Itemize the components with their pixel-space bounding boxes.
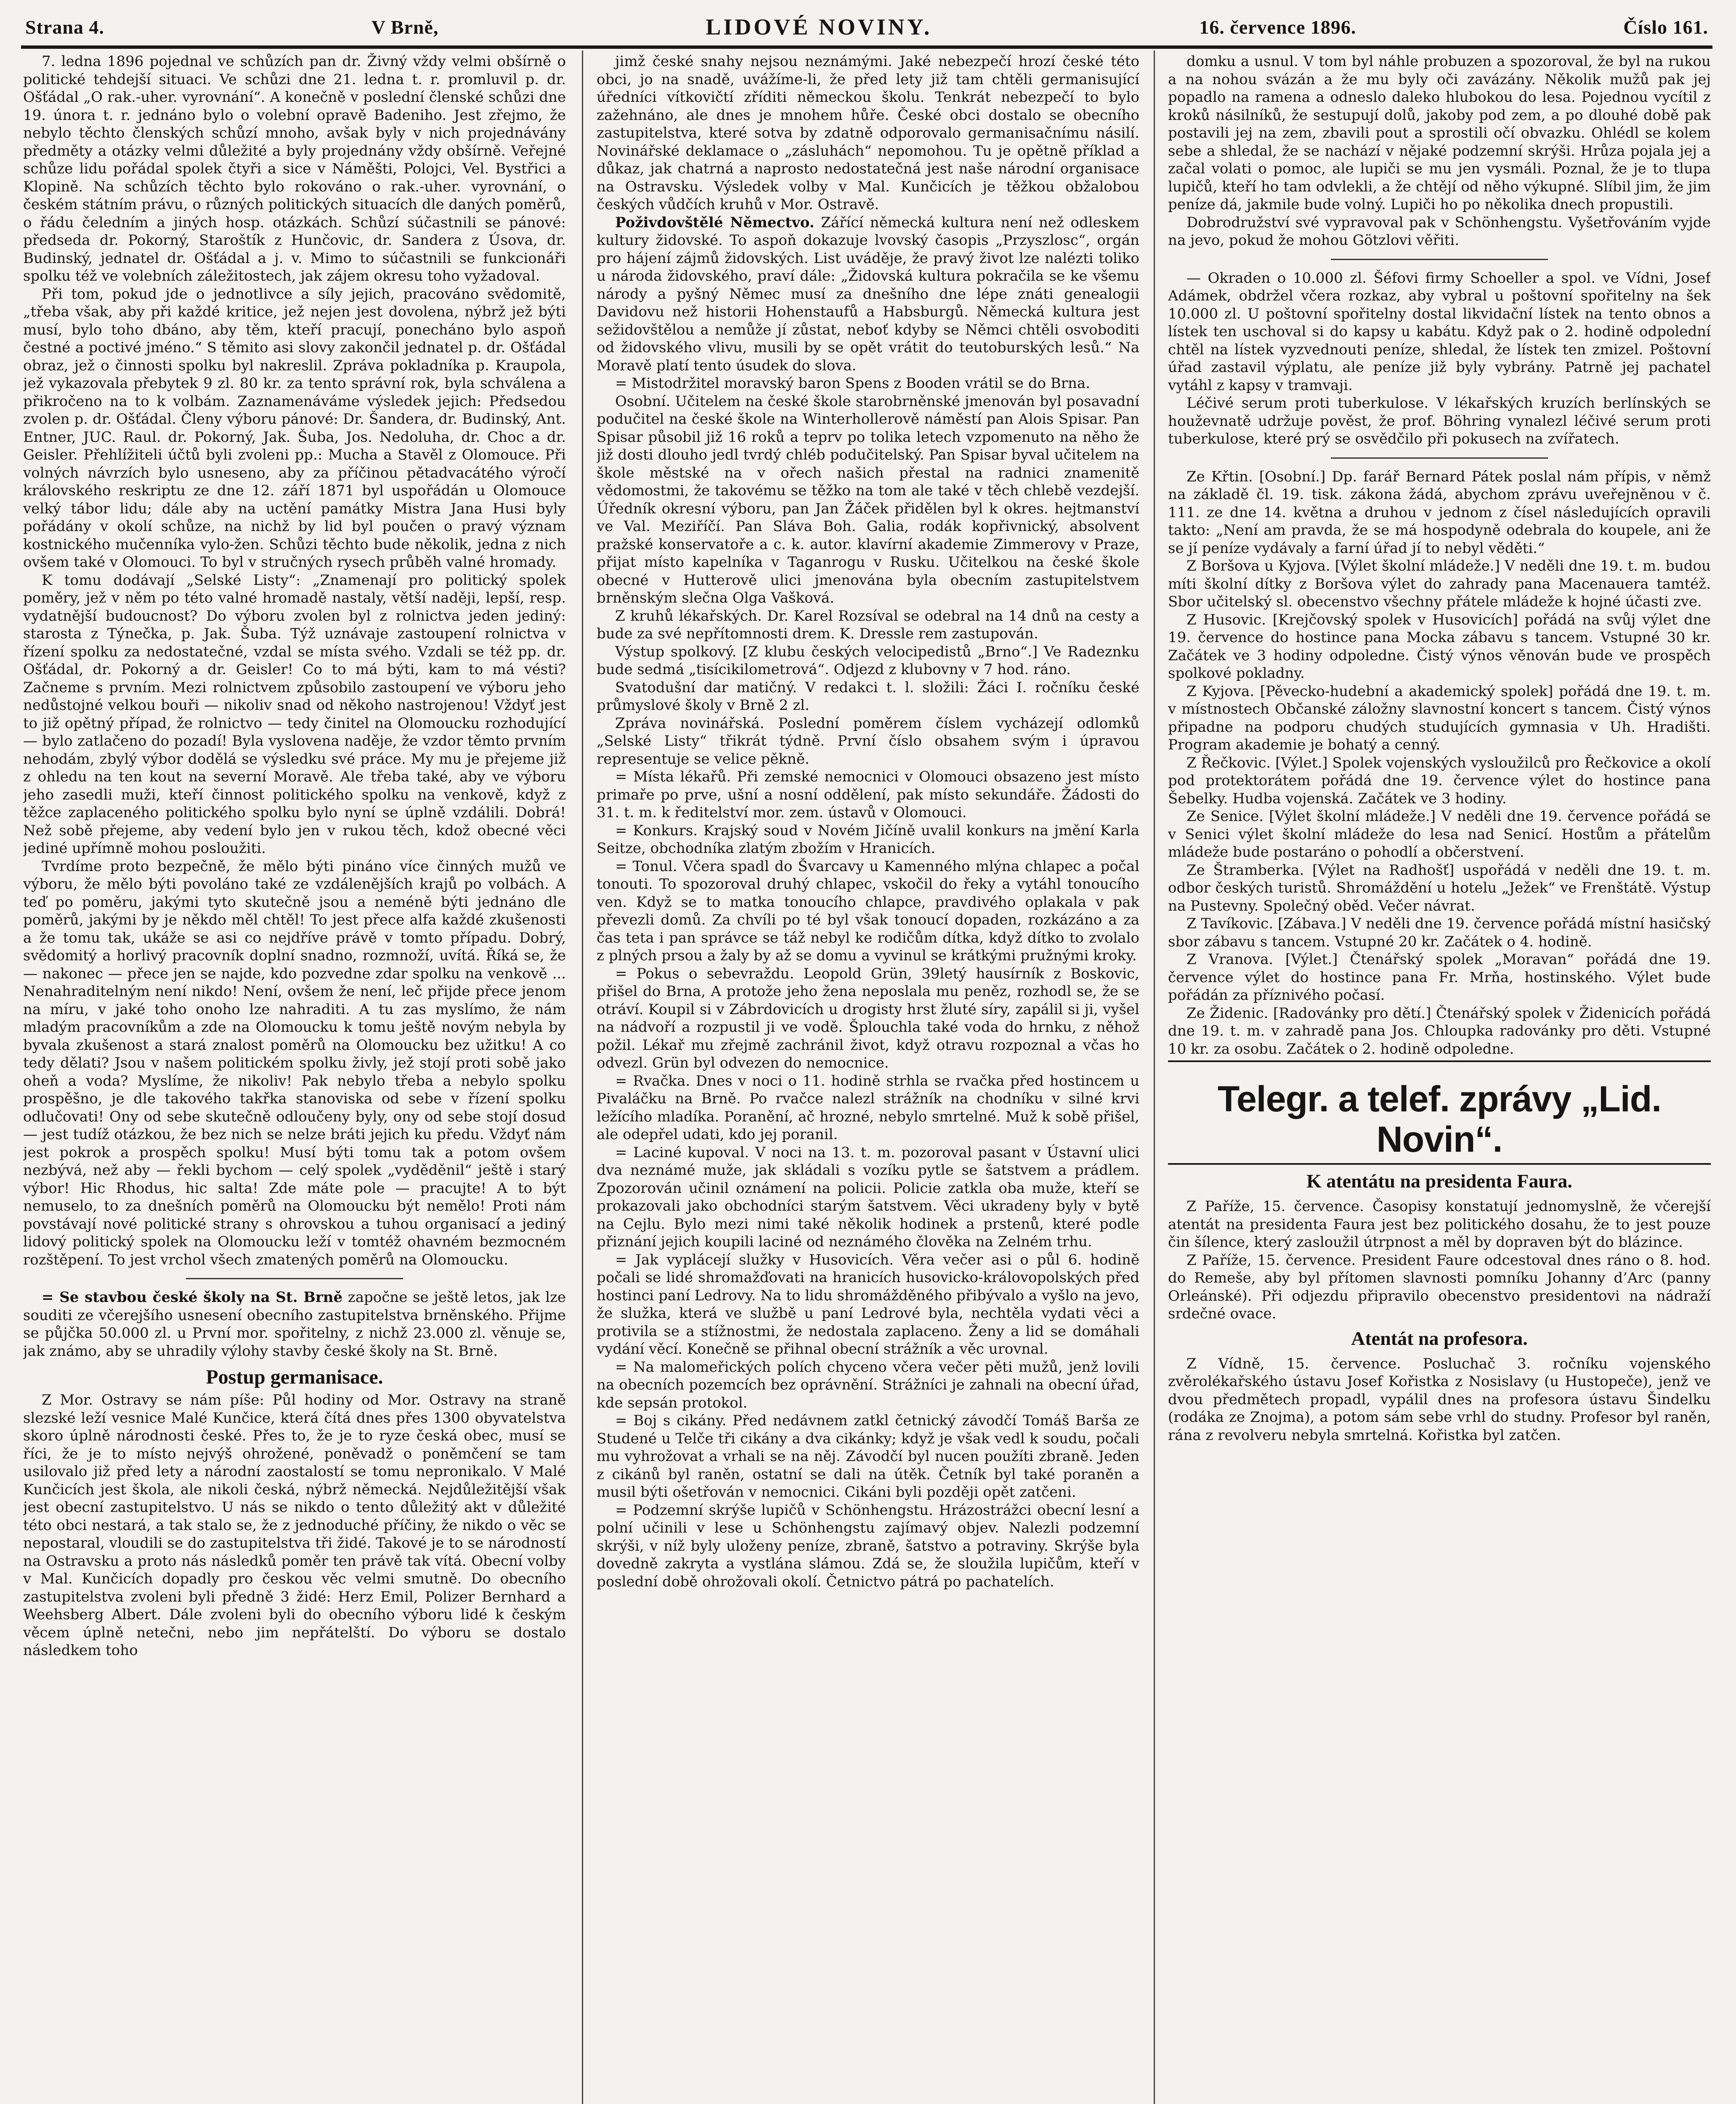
city: V Brně, (371, 16, 439, 38)
separator (186, 1278, 403, 1279)
news-item: Z Řečkovic. [Výlet.] Spolek vojenských vysloužilců pro Řečkovice a okolí pod protektorátem pořádá dne 19. července výlet do hostince pana Šebelky. Hudba vojenská. Začátek ve 3 hodiny. (1168, 754, 1711, 807)
telegraph-item: Z Paříže, 15. července. President Faure odcestoval dnes ráno o 8. hod. do Remeše, aby byl přítomen slavnosti pomníku Johanny d’Arc (panny Orleánské). Při odjezdu připravilo obecenstvo presidentovi na nádraží srdečné ovace. (1168, 1251, 1711, 1322)
newspaper-title: LIDOVÉ NOVINY. (706, 14, 932, 40)
masthead-rule (21, 45, 1712, 49)
issue-date: 16. července 1896. (1199, 16, 1356, 38)
news-item: Výstup spolkový. [Z klubu českých velocipedistů „Brno“.] Ve Radeznku bude sedmá „tisícikilometrová“. Odjezd z klubovny v 7 hod. ráno. (597, 643, 1139, 678)
news-item: = Konkurs. Krajský soud v Novém Jičíně uvalil konkurs na jmění Karla Seitze, obchodníka zlatým zbožím v Hranicích. (597, 822, 1139, 857)
telegraph-item: Z Vídně, 15. července. Posluchač 3. ročníku vojenského zvěrolékařského ústavu Josef Kořistka z Nosislavy (u Hustopeče), jenž ve dvou předmětech propadl, vypálil dnes na profesora ústavu Šindelku (rodáka ze Znojma), a potom sám sebe vrhl do studny. Profesor byl raněn, rána z revolveru nebyla smrtelná. Kořistka byl zatčen. (1168, 1355, 1711, 1444)
paragraph: K tomu dodávají „Selské Listy“: „Znamenají pro politický spolek poměry, jež v něm po této valné hromadě nastaly, větší naději, lepší, resp. vydatnější budoucnost? Do výboru zvolen byl z rolnictva jeden jediný: starosta z Týnečka, p. Jak. Šuba. Týž uznávaje zastoupení rolnictva v řízení spolku za nedostatečné, vzdal se místa svého. Vzdali se též pp. dr. Ošťádal, dr. Pokorný a dr. Geisler! Co to má býti, kam to má vésti? Začneme s prvním. Mezi rolnictvem způsobilo zastoupení ve výboru jeho nedůstojné velkou bouři — nikoliv snad od někoho nastrojenou! Vždyť jest to již opětný případ, že rolnictvo — tedy činitel na Olomoucku rozhodující — bylo zatlačeno do pozadí! Byla vyslovena naděje, že vzdor těmto prvním nehodám, zbylý výbor dodělá se výsledku své práce. My mu je přejeme již z ohledu na ten kout na severní Moravě. Ale třeba také, aby ve výboru jeho zasedli muži, kteří činnost politického spolku na venkově, když z těžce zaplaceného politického spolku bylo nyní se úplně vzdálili. Dobrá! Než sobě přejeme, aby vedení bylo jen v rukou těch, kdož obecné věci jediné upřímně mohou posloužiti. (23, 571, 566, 857)
telegraph-item: Z Paříže, 15. července. Časopisy konstatují jednomyslně, že včerejší atentát na presidenta Faura jest bez politického dosahu, že to jest pouze čin šílence, který zasloužil útrpnost a měl by dopraven být do blázince. (1168, 1198, 1711, 1251)
news-item: Z Tavíkovic. [Zábava.] V neděli dne 19. července pořádá místní hasičský sbor zábavu s tancem. Vstupné 20 kr. Začátek o 4. hodině. (1168, 915, 1711, 950)
news-item: = Jak vyplácejí služky v Husovicích. Věra večer asi o půl 6. hodině počali se lidé shromažďovati na hranicích husovicko-královopolských před hostinci paní Ledrovy. Na to lidu shromážděného přibývalo a vyšlo na jevo, že služka, která ve službě u paní Ledrové byla, nechtěla vydati věci a protivila se a stížnostmi, že nedostala zaplaceno. Ženy a lid se domáhali vydání věcí. Konečně se přihnal obecní strážník a věc urovnal. (597, 1251, 1139, 1358)
news-item: Z Boršova u Kyjova. [Výlet školní mládeže.] V neděli dne 19. t. m. budou míti školní dítky z Boršova výlet do zahrady pana Macenauera tamtéž. Sbor učitelský sl. obecenstvo všechny přátele mládeže k hojné účasti zve. (1168, 558, 1711, 610)
article-heading: Postup germanisace. (206, 1366, 383, 1388)
news-item: Z kruhů lékařských. Dr. Karel Rozsíval se odebral na 14 dnů na cesty a bude za své nepřítomnosti drem. K. Dressle rem zastupován. (597, 607, 1139, 642)
news-item: Z Vranova. [Výlet.] Čtenářský spolek „Moravan“ pořádá dne 19. července výlet do hostince pana Fr. Mrňa, hostinského. Výlet bude pořádán za příznivého počasí. (1168, 951, 1711, 1004)
news-item: — Okraden o 10.000 zl. Šéfovi firmy Schoeller a spol. ve Vídni, Josef Adámek, obdržel včera rozkaz, aby vybral u poštovní spořitelny na šek 10.000 zl. U poštovní spořitelny dostal likvidační lístek na tento obnos a lístek ten uschoval si do kapsy u kabátu. Když pak o 2. hodině odpolední chtěl na lístek vyzvednouti peníze, shledal, že lístek ten zmizel. Poštovní úřad zastavil výplatu, ale peníze již byly vybrány. Patrně jej pachatel vytáhl z kapsy v tramvaji. (1168, 269, 1711, 394)
issue-number: Číslo 161. (1623, 16, 1708, 38)
news-item: = Tonul. Včera spadl do Švarcavy u Kamenného mlýna chlapec a počal tonouti. To spozoroval druhý chlapec, vskočil do řeky a vytáhl tonoucího ven. Když se to matka tonoucího chlapce, pravdivého oplakala v pak převezli domů. Za chvíli po té byl však tonoucí dopaden, rozkázáno a za čas teta i pan správce se táž nebyl ke rodičům dítka, když dítko to zvolalo z plných prsou a žaly by až se domu a vyvinul se krátkými pružnými kroky. (597, 858, 1139, 964)
news-item: Ze Křtin. [Osobní.] Dp. farář Bernard Pátek poslal nám přípis, v němž na základě čl. 19. tisk. zákona žádá, abychom zprávu uveřejněnou v č. 111. ze dne 14. května a druhou v jednom z čísel následujících opravili takto: „Není am pravda, že se má hospodyně odebrala do koupele, ani že se jí peníze vydávaly a farní úřad jí to nebyl věděti.“ (1168, 468, 1711, 557)
news-item: Z Husovic. [Krejčovský spolek v Husovicích] pořádá na svůj výlet dne 19. července do hostince pana Mocka zábavu s tancem. Vstupné 30 kr. Začátek ve 3 hodiny odpoledne. Čistý výnos věnován bude ve prospěch spolkové pokladny. (1168, 611, 1711, 682)
separator (1331, 259, 1548, 260)
paragraph: 7. ledna 1896 pojednal ve schůzích pan dr. Živný vždy velmi obšírně o politické tehdejší situaci. Ve schůzi dne 21. ledna t. r. promluvil p. dr. Ošťádal „O rak.-uher. vyrovnání“. A konečně v poslední členské schůzi dne 19. února t. r. jednáno bylo o volební opravě Badeniho. Jest zřejmo, že nebylo těchto členských schůzí mnoho, avšak byly v nich projednávány předměty a otázky velmi důležité a byly projednány vždy obšírně. Veřejné schůze lidu pořádal spolek čtyři a sice v Náměšti, Polojci, Vel. Bystřici a Klopině. Na schůzích těchto bylo rokováno o rak.-uher. vyrovnání, o českém státním právu, o různých politických situacích dle daných poměrů, o řádu čeledním a jiných hosp. otázkách. Schůzí súčastnili se pánové: předseda dr. Pokorný, Staroštík z Hunčovic, dr. Sandera z Úsova, dr. Budinský, jednatel dr. Ošťádal a j. v. Mimo to súčastnili se funkcionáři spolku též ve volebních záležitostech, jak zájem okresu toho vyžadoval. (23, 53, 566, 284)
article-heading: = Se stavbou české školy na St. Brně (42, 1289, 343, 1306)
news-item: = Laciné kupoval. V noci na 13. t. m. pozoroval pasant v Ústavní ulici dva neznámé muže, jak skládali s vozíku pytle se šatstvem a prádlem. Zpozorován učinil oznámení na policii. Policie zatkla oba muže, kteří se prokazovali jako obchodníci starým šatstvem. Věci ukradeny byly v bytě na Cejlu. Bylo mezi nimi také několik hodinek a prstenů, které podle přiznání jejich koupili laciné od neznámého člověka na Zelném trhu. (597, 1144, 1139, 1250)
telegraph-subheading: Atentát na profesora. (1351, 1327, 1528, 1349)
news-item: = Na malomeřických polích chyceno včera večer pěti mužů, jenž lovili na obecních pozemcích bez oprávnění. Strážníci je zahnali na obecní úřad, kde sepsán protokol. (597, 1358, 1139, 1411)
column-3 (1168, 53, 1711, 2104)
news-item: Léčivé serum proti tuberkulose. V lékařských kruzích berlínských se houževnatě udržuje pověst, že prof. Böhring vynalezl léčivé serum proti tuberkulose, které prý se osvědčilo při pokusech na zvířatech. (1168, 395, 1711, 447)
paragraph: Při tom, pokud jde o jednotlivce a síly jejich, pracováno svědomitě, „třeba však, aby při každé kritice, jež nejen jest dovolena, nýbrž jež býti musí, bylo toho dbáno, aby těm, kteří pracují, ponecháno bylo aspoň čestné a poctivé jméno.“ S těmito asi slovy zakončil jednatel p. dr. Ošťádal obraz, jež o činnosti spolku byl nakreslil. Zpráva pokladníka p. Kraupola, jež vykazovala přebytek 9 zl. 80 kr. za tento správní rok, byla schválena a přikročeno na to k volbám. Zaznamenáváme výsledek jejich: Předsedou zvolen p. dr. Ošťádal. Členy výboru pánové: Dr. Šandera, dr. Budinský, Ant. Entner, JUC. Raul. dr. Pokorný, Jak. Šuba, Jos. Nedoluha, dr. Choc a dr. Geisler. Přehlížiteli účtů byli zvoleni pp.: Mucha a Stavěl z Olomouce. Při volných návrzích bylo usneseno, aby za příčinou pětadvacátého výročí královského reskriptu ze dne 12. září 1871 byl uspořádán u Olomouce velký tábor lidu; dále aby na uctění památky Mistra Jana Husi byly pořádány v okolí schůze, na nichž by lid byl poučen o pravý význam kostnického mučenníka vylo-žen. Schůzi těchto bude několik, jedna z nich ovšem také v Olomouci. To byl v stručných rysech průběh valné hromady. (23, 285, 566, 571)
section-rule (1168, 1163, 1711, 1165)
news-item: = Mistodržitel moravský baron Spens z Booden vrátil se do Brna. (615, 375, 1090, 392)
news-item: Ze Štramberka. [Výlet na Radhošť] uspořádá v neděli dne 19. t. m. odbor českých turistů. Shromáždění u hotelu „Ježek“ ve Frenštátě. Výstup na Pustevny. Společný oběd. Večer návrat. (1168, 861, 1711, 914)
separator (1331, 457, 1548, 459)
article-lead (23, 1288, 566, 1360)
article-lead (597, 214, 1139, 375)
article-text: Zářící německá kultura není než odleskem kultury židovské. To aspoň dokazuje lvovský časopis „Przyszlosc“, orgán pro hájení zájmů židovských. List uváděje, že pravý život lze nalézti toliko u národa židovského, praví dále: „Židovská kultura pokračila se ke všemu národy a pyšný Němec musí za dnešního dne lépe znáti genealogii Davidovu než historii Hohenstaufů a Habsburgů. Německá kultura jest sežidovštělou a nemůže jí zůstat, neboť kdyby se Němci chtěli osvoboditi od židovského vlivu, musili by se opět vrátit do teutoburských lesů.“ Na Moravě platí tento úsudek do slova. (597, 214, 1139, 374)
article-text: započne se ještě letos, jak lze souditi ze včerejšího usnesení obecního zastupitelstva brněnského. Přijme se půjčka 50.000 zl. u První mor. spořitelny, z nichž 23.000 zl. věnuje se, jak známo, aby se uhradily výlohy stavby české školy na St. Brně. (23, 1289, 566, 1360)
news-item: = Pokus o sebevraždu. Leopold Grün, 39letý hausírník z Boskovic, přišel do Brna, A protože jeho žena neposlala mu peněz, rozhodl se, že se otráví. Koupil si v Zábrdovicích u drogisty hrst žluté síry, zapálil si ji, vyšel na nádvoří a rozpustil ji ve vodě. Šplouchla také voda do hrnku, z něhož požil. Lékař mu zřejmě zachránil život, když otravu rozpoznal a včas ho odvezl. Grün byl odvezen do nemocnice. (597, 965, 1139, 1071)
paragraph: Dobrodružství své vypravoval pak v Schönhengstu. Vyšetřováním vyjde na jevo, pokud že mohou Götzlovi věřiti. (1168, 214, 1711, 249)
news-item: Svatodušní dar matičný. V redakci t. l. složili: Žáci I. ročníku české průmyslové školy v Brně 2 zl. (597, 679, 1139, 714)
paragraph: Z Mor. Ostravy se nám píše: Půl hodiny od Mor. Ostravy na straně slezské leží vesnice Malé Kunčice, která čítá dnes přes 1300 obyvatelstva skoro úplně národnosti české. Přes to, že je to ryze česká obec, musí se říci, že je to místo nejvýš ohrožené, poněvadž o poněmčení se tam usilovalo již před lety a národní zaostalostí se tomu nepronikalo. V Malé Kunčicích jest škola, ale nikoli česká, nýbrž německá. Nejdůležitější však jest obecní zastupitelstvo. U nás se nikdo o tento důležitý akt v důležité této obci nestará, a tak stalo se, že z jednoduché příčiny, že nikdo o věc se nepostaral, vloudili se do zastupitelstva tři židé. Takové je to se národností na Ostravsku a proto nás následků poměr ten právě tak vítá. Obecní volby v Mal. Kunčicích dopadly pro českou věc velmi smutně. Do obecního zastupitelstva zvoleni byli předně 3 židé: Herz Emil, Polizer Bernhard a Weehsberg Albert. Dále zvoleni byli do obecního výboru lidé k českým věcem úplně netečni, nebo jim nepřátelští. Do výboru se dostalo následkem toho (23, 1392, 566, 1659)
news-item: = Rvačka. Dnes v noci o 11. hodině strhla se rvačka před hostincem u Pivaláčku na Brně. Po rvačce nalezl strážník na chodníku v silné krvi ležícího mladíka. Poranění, ač hrozné, nebylo smrtelné. Muž k sobě přišel, ale odepřel udati, kdo jej poranil. (597, 1072, 1139, 1143)
news-item: = Místa lékařů. Při zemské nemocnici v Olomouci obsazeno jest místo primaře po prve, ušní a nosní oddělení, pak místo sekundáře. Žádosti do 31. t. m. k ředitelství mor. zem. ústavů v Olomouci. (597, 768, 1139, 821)
article-heading: Poživdovštělé Němectvo. (615, 214, 815, 231)
news-item: Zpráva novinářská. Poslední poměrem číslem vycházejí odlomků „Selské Listy“ třikrát týdně. První číslo obsahem svým i úpravou representuje se velice pěkně. (597, 715, 1139, 768)
telegraph-section-title: Telegr. a telef. zprávy „Lid. Novin“. (1217, 1079, 1662, 1160)
paragraph: domku a usnul. V tom byl náhle probuzen a spozoroval, že byl na rukou a na nohou svázán a že mu byly oči zavázány. Několik mužů pak jej popadlo na ramena a odneslo daleko hlubokou do lesa. Pojednou vycítil z kroků násilníků, že sestupují dolů, jakoby pod zem, a po dlouhé době pak postavili jej na zem, zbavili pout a sprostili očí obvazku. Ohlédl se kolem sebe a shledal, že se nachází v nějaké podzemní skrýši. Hrůza pojala jej a začal volati o pomoc, ale lupiči se mu jen vysmáli. Poznal, že je to tlupa lupičů, kteří ho tam odvlekli, a že chtějí od něho výkupné. Slíbil jim, že jim peníze dá, jakmile bude volný. Lupiči ho po několika dnech propustili. (1168, 53, 1711, 213)
section-rule (1168, 1060, 1711, 1062)
column-1 (23, 53, 566, 2104)
masthead (25, 8, 1708, 45)
news-item: = Podzemní skrýše lupičů v Schönhengstu. Hrázostrážci obecní lesní a polní učinili v lese u Schönhengstu zajímavý objev. Nalezli podzemní skrýši, v níž byly uloženy peníze, zbraně, šatstvo a potraviny. Skrýše byla dovedně zakryta a vystlána slámou. Zdá se, že sloužila lupičům, kteří v poslední době ohrožovali okolí. Četnictvo pátrá po pachatelích. (597, 1501, 1139, 1590)
telegraph-subheading: K atentátu na presidenta Faura. (1306, 1170, 1572, 1192)
news-item: Ze Židenic. [Radovánky pro dětí.] Čtenářský spolek v Židenicích pořádá dne 19. t. m. v zahradě pana Jos. Chloupka radovánky pro děti. Vstupné 10 kr. za osobu. Začátek o 2. hodině odpoledne. (1168, 1004, 1711, 1057)
news-item: Osobní. Učitelem na české škole starobrněnské jmenován byl posavadní podučitel na české škole na Winterhollerově náměstí pan Alois Spisar. Pan Spisar působil již 16 roků a teprv po tolika letech vzpomenuto na něho že již dosti dlouho jedl tvrdý chléb podučitelský. Pan Spisar byval učitelem na škole městské na v ořech našich přestal na radnici znamenitě vědomostmi, že takovému se těžko na tom ale také v těch chlebě vezdejší. Úředník okresní výboru, pan Jan Žáček přidělen byl k okres. hejtmanství ve Val. Meziříčí. Pan Sláva Boh. Galia, rodák kopřivnický, absolvent pražské konservatoře a c. k. autor. klavírní akademie Zimmerovy v Praze, přijat místo kapelníka v Taganrogu v Rusku. Učitelkou na české škole obecné v Hutterově ulici jmenována byla obecním zastupitelstvem brněnským slečna Olga Vašková. (597, 393, 1139, 606)
column-divider (582, 50, 583, 2104)
news-item: Ze Senice. [Výlet školní mládeže.] V neděli dne 19. července pořádá se v Senici výlet školní mládeže do lesa nad Senicí. Hostům a přátelům mládeže bude postaráno o pohodlí a občerstvení. (1168, 808, 1711, 861)
paragraph: Tvrdíme proto bezpečně, že mělo býti pináno více činných mužů ve výboru, že mělo býti povoláno také ze vzdálenějších krajů po volbách. A teď po poměru, jakými tyto skutečně jsou a neméně býti jednáno dle poměrů, jakými by je někdo měl chtěl! To jest přece alfa každé zkušenosti a že tomu tak, ukáže se asi co nejdříve právě v tomto případu. Dobrý, svědomitý a horlivý pracovník doplní snadno, rozmnoží, uvítá. Říká se, že — nakonec — přece jen se najde, kdo pozvedne zdar spolku na venkově ... Nenahraditelným není nikdo! Není, ovšem že není, leč přijde přece jenom na míru, v jaké toho onoho lze nahraditi. A tu zas myslímo, že nám mladým pracovníkům a zde na Olomoucku k tomu ještě novým nebyla by byvala zkušenost a stará znalost poměrů na Olomoucku bez užitku! A co tedy dělati? Jsou v našem politickém spolku živly, jež stojí proti sobě jako oheň a voda? Myslíme, že nikoliv! Pak nebylo třeba a nebylo spolku prospěšno, je dle takového takřka stanoviska od sebe v řízení spolku odlučovati! Ony od sebe skutečně odloučeny byly, ony od sebe stojí dosud — jest tudíž otázkou, že bez nich se nelze bráti jejich ku předu. Vždyť nám jest pokrok a prospěch spolku! Musí býti tomu tak a potom ovšem nezbývá, než aby — řekli bychom — celý spolek „vyděděnil“ ještě i starý výbor! Hic Rhodus, hic salta! Zde máte pole — pracujte! A to být nemuselo, to za dnešních poměrů na Olomoucku být nemělo! Proti nám povstávají nové politické strany s ohrovskou a tuhou organisací a jediný lidový politický spolek na Olomoucku leží v tomtéž ohavném bezmocném rozštěpení. To jest vrchol všech zmatených poměrů na Olomoucku. (23, 858, 566, 1268)
column-divider (1154, 50, 1155, 2104)
column-2 (597, 53, 1139, 2104)
paragraph: jimž české snahy nejsou neznámými. Jaké nebezpečí hrozí české této obci, jo na snadě, uvážíme-li, že před lety již tam chtěli germanisující úředníci vítkovičtí zříditi německou školu. Tenkrát nebezpečí to bylo zažehnáno, ale dnes je mnohem hůře. České obci dostalo se obecního zastupitelstva, které sotva by zdatně odporovalo germanisačnímu násilí. Novinářské deklamace o „zásluhách“ nepomohou. Tu je opětně příklad a důkaz, jak chatrná a naprosto nedostatečná jest naše národní organisace na Ostravsku. Výsledek volby v Mal. Kunčicích je těžkou obžalobou českých vůdčích kruhů v Mor. Ostravě. (597, 53, 1139, 213)
news-item: Z Kyjova. [Pěvecko-hudební a akademický spolek] pořádá dne 19. t. m. v místnostech Občanské záložny slavnostní koncert s tancem. Čistý výnos připadne na podporu chudých studujících gymnasia v Uh. Hradišti. Program akademie je bohatý a cenný. (1168, 683, 1711, 753)
news-item: = Boj s cikány. Před nedávnem zatkl četnický závodčí Tomáš Barša ze Studené u Telče tři cikány a dva cikánky; když je však vedl k soudu, počali mu vyhrožovat a vrhali se na něj. Závodčí byl nucen použíti zbraně. Jeden z cikánů byl raněn, ostatní se dali na útěk. Četník byl také poraněn a musil býti ošetřován v nemocnici. Cikáni byli později opět zatčeni. (597, 1412, 1139, 1501)
page-number: Strana 4. (25, 16, 104, 38)
